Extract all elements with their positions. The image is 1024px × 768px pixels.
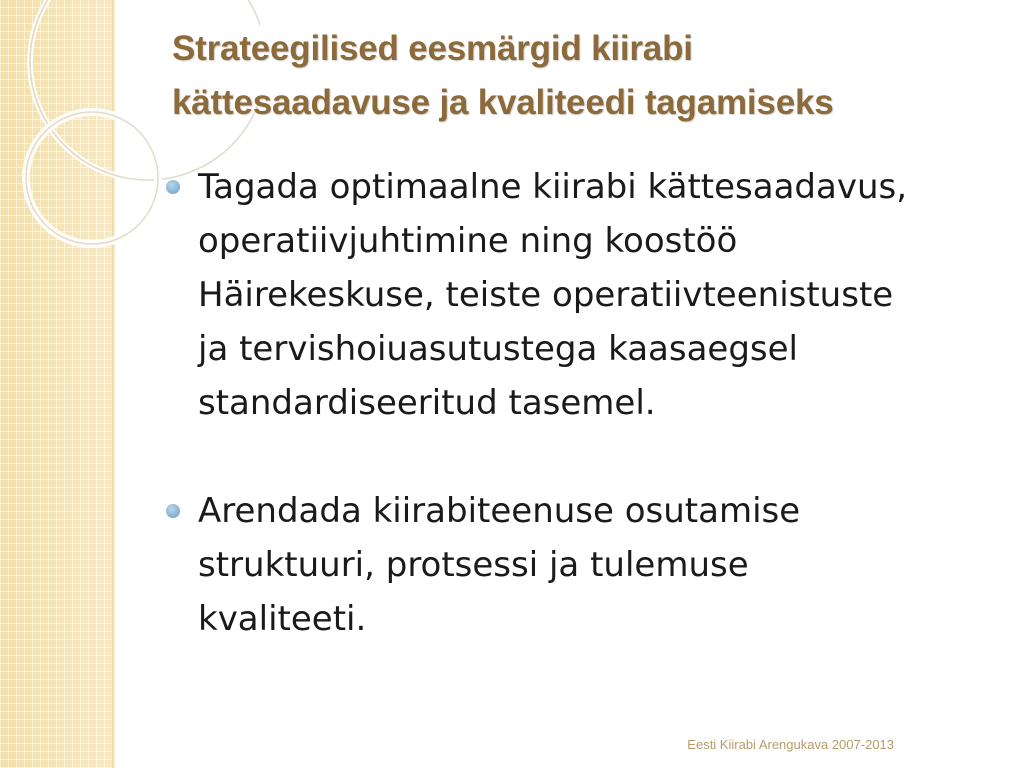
title-line: Strateegilised eesmärgid kiirabi <box>172 29 693 68</box>
bullet-dot-icon <box>166 504 180 518</box>
bullet-list <box>162 160 982 700</box>
bullet-item <box>162 160 982 430</box>
decorative-side-panel <box>0 0 112 768</box>
bullet-item <box>162 484 982 646</box>
side-panel-edge <box>112 0 115 768</box>
bullet-line: ja tervishoiuasutustega kaasaegsel <box>198 329 798 369</box>
bullet-line: standardiseeritud tasemel. <box>198 383 656 423</box>
slide-title <box>172 22 992 130</box>
bullet-line: Arendada kiirabiteenuse osutamise <box>198 491 801 531</box>
title-line: kättesaadavuse ja kvaliteedi tagamiseks <box>172 83 834 122</box>
bullet-line: operatiivjuhtimine ning koostöö <box>198 221 738 261</box>
bullet-line: Häirekeskuse, teiste operatiivteenistuste <box>198 275 894 315</box>
bullet-line: kvaliteeti. <box>198 599 367 639</box>
slide-footer: Eesti Kiirabi Arengukava 2007-2013 <box>687 737 894 752</box>
bullet-line: struktuuri, protsessi ja tulemuse <box>198 545 749 585</box>
bullet-dot-icon <box>166 180 180 194</box>
bullet-line: Tagada optimaalne kiirabi kättesaadavus, <box>198 167 908 207</box>
